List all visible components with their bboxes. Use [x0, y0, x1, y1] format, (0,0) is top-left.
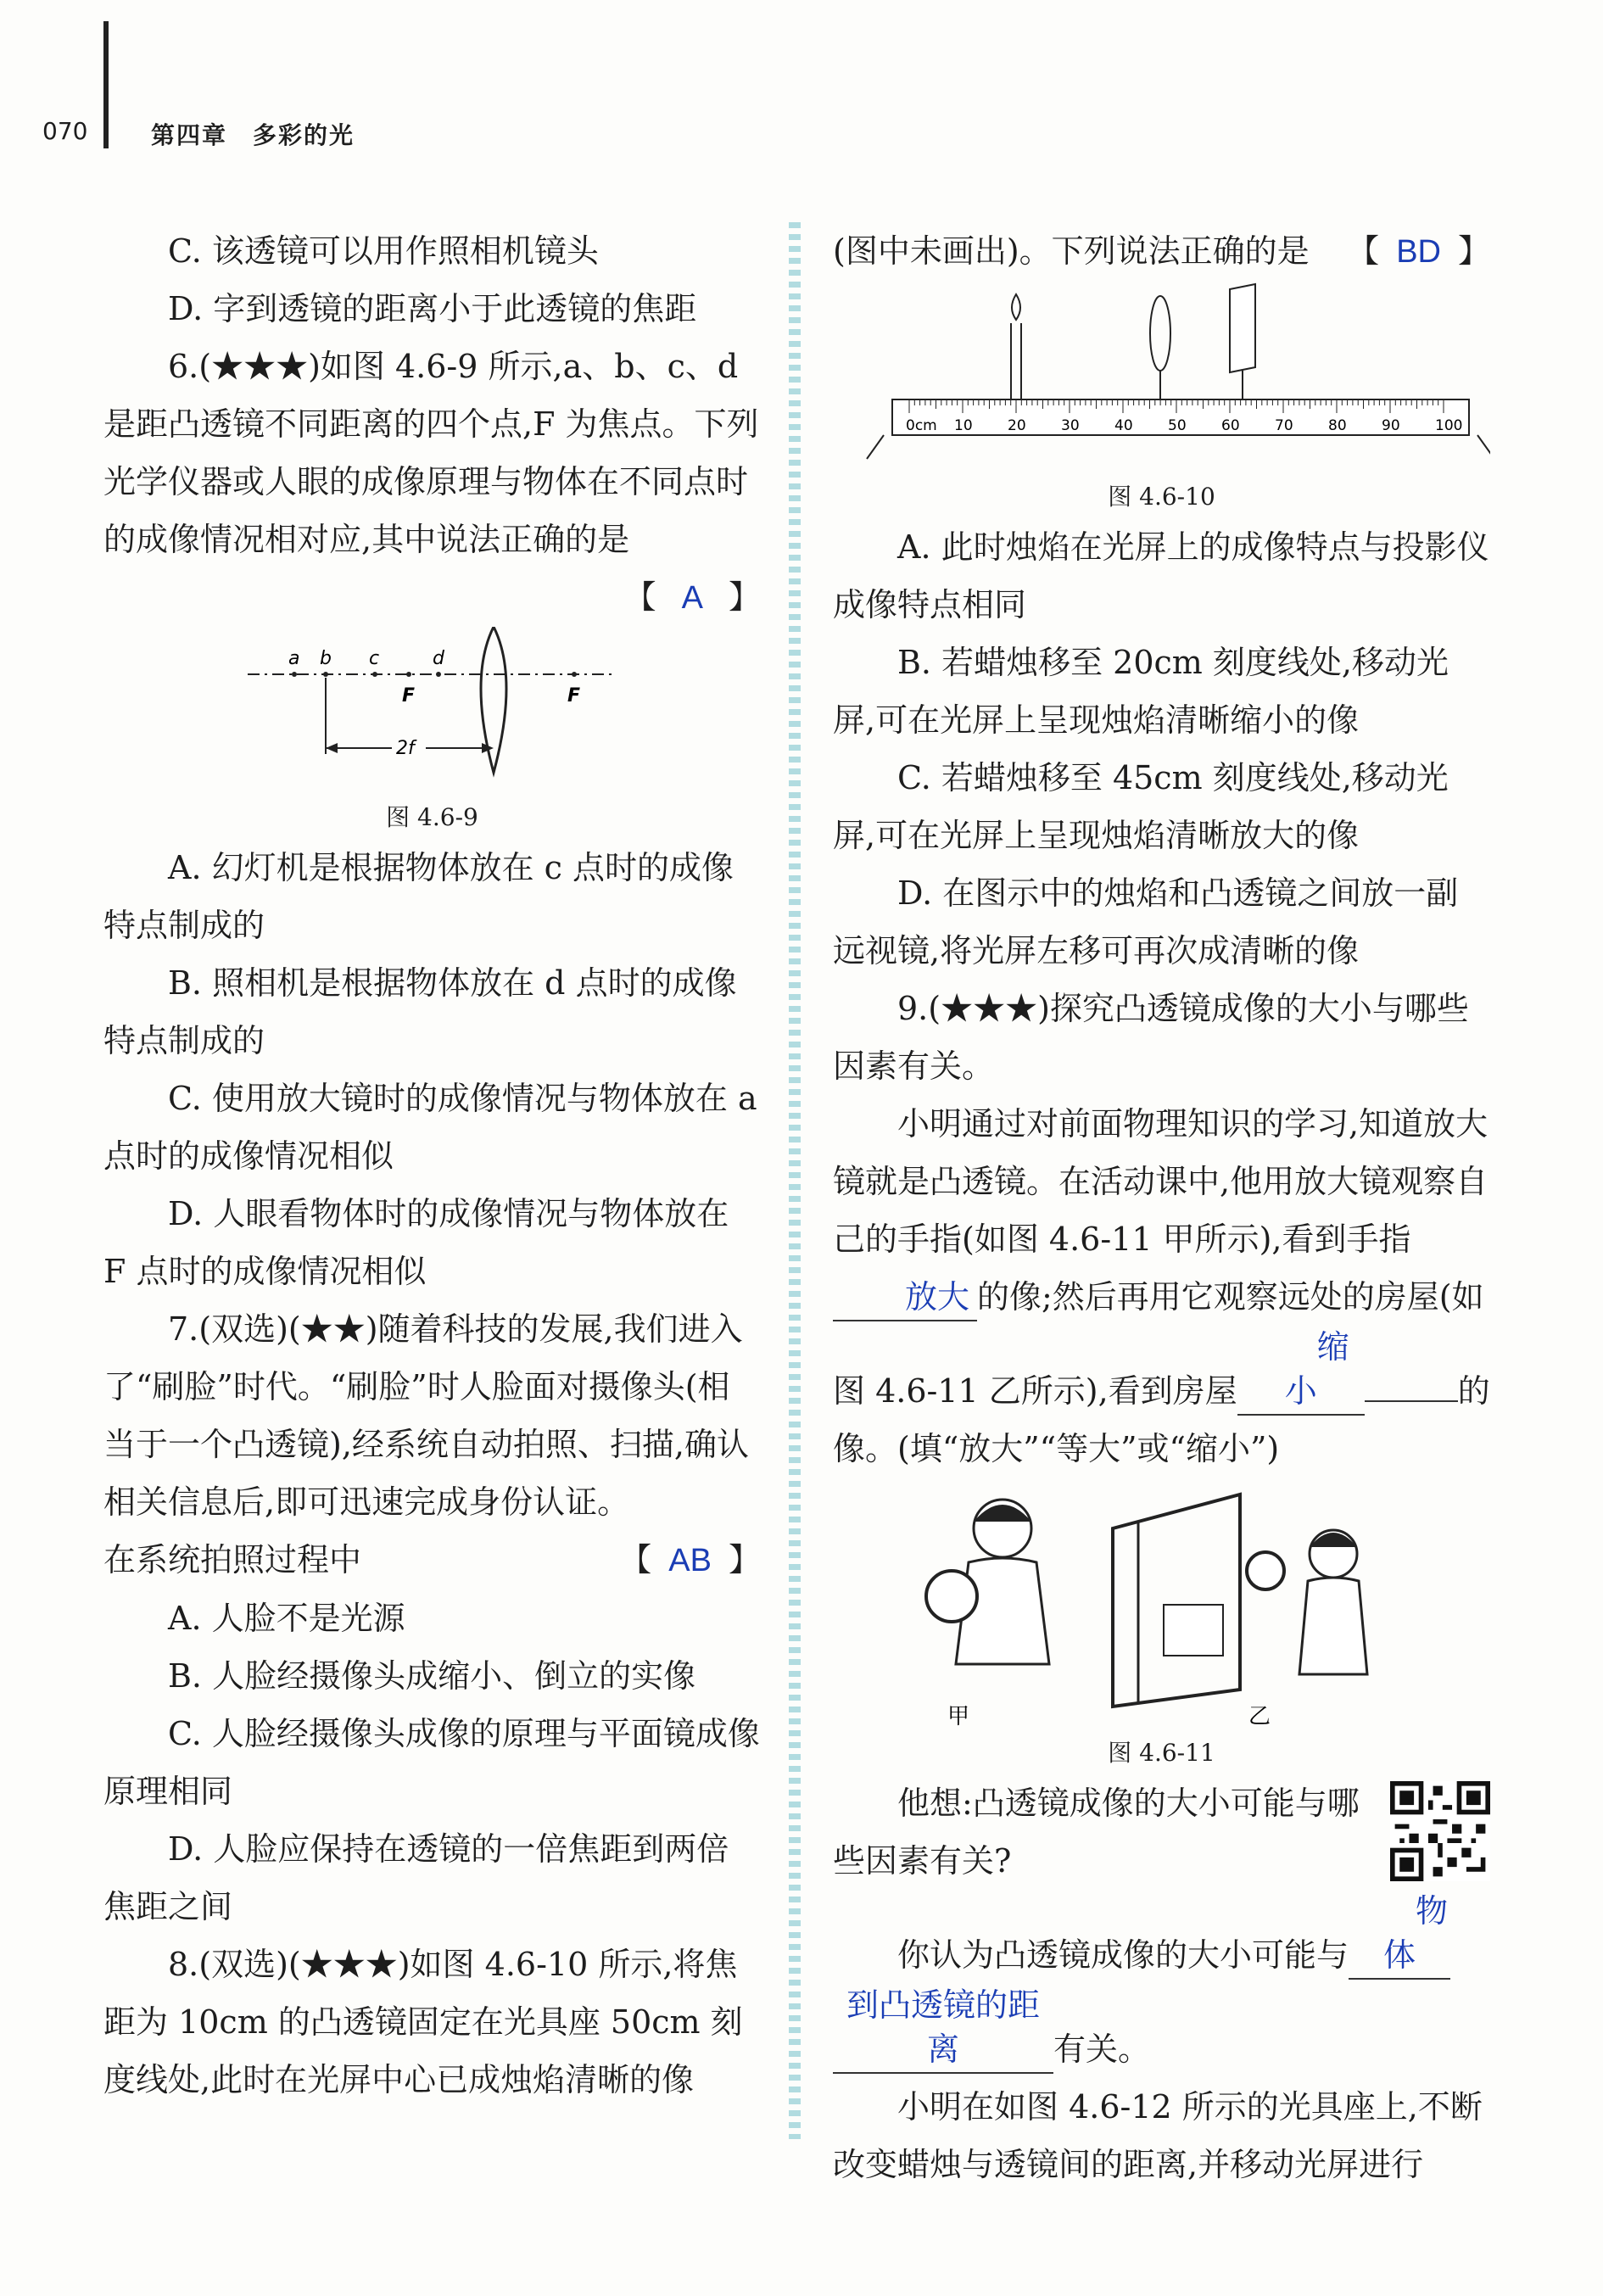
q9-paragraph-3-cont — [833, 1984, 1490, 2078]
label-a: a — [288, 648, 300, 669]
q9-paragraph-4: 小明在如图 4.6-12 所示的光具座上,不断改变蜡烛与透镜间的距离,并移动光屏进行 — [833, 2088, 1483, 2183]
q7-option-a: A. 人脸不是光源 — [168, 1600, 405, 1637]
label-f-left: F — [402, 685, 416, 707]
scale-label: 40 — [1114, 417, 1133, 434]
q8-stem: 8.(双选)(★★★)如图 4.6-10 所示,将焦距为 10cm 的凸透镜固定在光具座 50cm 刻度线处,此时在光屏中心已成烛焰清晰的像 — [103, 1946, 743, 2098]
q9-blank-2: 缩小 — [1237, 1326, 1365, 1416]
point-c — [372, 672, 377, 677]
q6-answer-bracket: 【 A 】 — [623, 578, 761, 616]
figure-caption-4-6-10: 图 4.6-10 — [1108, 483, 1215, 511]
scale-label: 50 — [1168, 417, 1187, 434]
q8-stem-tail: (图中未画出)。下列说法正确的是 — [833, 232, 1310, 270]
optical-bench-diagram — [833, 281, 1490, 476]
q7-stem: 7.(双选)(★★)随着科技的发展,我们进入了“刷脸”时代。“刷脸”时人脸面对摄像头(相当于一个凸透镜),经系统自动拍照、扫描,确认相关信息后,即可迅速完成身份认证。 — [103, 1310, 749, 1521]
label-c: c — [369, 648, 380, 669]
scale-label: 10 — [954, 417, 973, 434]
q9-paragraph-1 — [833, 1095, 1490, 1478]
q7-stem-end — [103, 1531, 761, 1589]
magnifier-illustration — [833, 1478, 1490, 1732]
magnifier-b — [1247, 1552, 1284, 1589]
q9-stem: 9.(★★★)探究凸透镜成像的大小与哪些因素有关。 — [833, 990, 1469, 1085]
q9-paragraph-3 — [833, 1890, 1490, 1984]
q6-option-d: D. 人眼看物体时的成像情况与物体放在 F 点时的成像情况相似 — [103, 1195, 729, 1290]
q9-blank-2-ext — [1365, 1400, 1458, 1402]
q7-option-c: C. 人脸经摄像头成像的原理与平面镜成像原理相同 — [103, 1715, 760, 1810]
page-number: 070 — [42, 117, 88, 145]
scale-label: 90 — [1382, 417, 1400, 434]
bench-leg-right — [1477, 435, 1490, 459]
q9-blank-1: 放大 — [833, 1276, 977, 1321]
q9-p1-part-a: 小明通过对前面物理知识的学习,知道放大镜就是凸透镜。在活动课中,他用放大镜观察自己的手指(如图 4.6-11 甲所示),看到手指 — [833, 1105, 1488, 1258]
fig11-label-left: 甲 — [947, 1704, 970, 1729]
q9-blank-3a: 物体 — [1349, 1890, 1450, 1980]
point-d — [436, 672, 441, 677]
right-column — [833, 222, 1490, 2193]
q8-option-b: B. 若蜡烛移至 20cm 刻度线处,移动光屏,可在光屏上呈现烛焰清晰缩小的像 — [833, 644, 1449, 739]
q7-answer-bracket: 【 AB 】 — [619, 1541, 761, 1578]
q9-paragraph-2: 他想:凸透镜成像的大小可能与哪些因素有关? — [833, 1785, 1360, 1880]
q6-stem: 6.(★★★)如图 4.6-9 所示,a、b、c、d 是距凸透镜不同距离的四个点,F 为焦点。下列光学仪器或人眼的成像原理与物体在不同点时的成像情况相对应,其中说法正确的是 — [103, 348, 759, 558]
figure-4-6-9 — [103, 627, 761, 796]
q8-option-a: A. 此时烛焰在光屏上的成像特点与投影仪成像特点相同 — [833, 528, 1489, 623]
point-f-left — [406, 672, 411, 677]
q7-option-b: B. 人脸经摄像头成缩小、倒立的实像 — [168, 1657, 696, 1695]
q7-answer: AB — [668, 1543, 712, 1578]
header-rule — [103, 21, 109, 148]
boy-b-hair — [1310, 1533, 1357, 1547]
scale-label: 0cm — [906, 417, 937, 434]
window-frame — [1113, 1494, 1240, 1707]
scale-label: 30 — [1061, 417, 1080, 434]
magnifier-a — [926, 1571, 977, 1622]
chapter-title: 第四章 多彩的光 — [151, 121, 355, 149]
dim-arrow-left — [326, 743, 338, 753]
q9-p1-part-b: 的像;然后再用它观察远处的房屋(如图 4.6-11 乙所示),看到房屋 — [833, 1278, 1484, 1410]
q9-blank-3b: 到凸透镜的距离 — [833, 1984, 1053, 2074]
q8-answer-bracket: 【 BD 】 — [1347, 232, 1490, 270]
point-a — [292, 672, 297, 677]
point-f-right — [572, 672, 577, 677]
bench-leg-left — [867, 435, 884, 459]
qr-code[interactable] — [1390, 1781, 1490, 1881]
q7-option-d: D. 人脸应保持在透镜的一倍焦距到两倍焦距之间 — [103, 1830, 729, 1925]
figure-caption-4-6-11: 图 4.6-11 — [1108, 1739, 1215, 1767]
q7-stem-tail: 在系统拍照过程中 — [103, 1541, 362, 1578]
distant-house — [1164, 1605, 1223, 1656]
q5-option-c: C. 该透镜可以用作照相机镜头 — [168, 232, 599, 270]
q6-option-c: C. 使用放大镜时的成像情况与物体放在 a 点时的成像情况相似 — [103, 1080, 757, 1175]
q8-option-c: C. 若蜡烛移至 45cm 刻度线处,移动光屏,可在光屏上呈现烛焰清晰放大的像 — [833, 759, 1449, 854]
point-b — [323, 672, 328, 677]
label-d: d — [433, 648, 444, 669]
scale-label: 100 — [1435, 417, 1463, 434]
scale-label: 80 — [1328, 417, 1347, 434]
q8-answer: BD — [1396, 234, 1441, 270]
q6-answer: A — [681, 580, 703, 616]
label-b: b — [320, 648, 332, 669]
label-f-right: F — [567, 685, 581, 707]
q6-option-a: A. 幻灯机是根据物体放在 c 点时的成像特点制成的 — [103, 849, 734, 944]
q8-stem-end — [833, 222, 1490, 281]
lens — [1150, 296, 1170, 371]
boy-b-body — [1299, 1578, 1367, 1674]
q9-p3-part-a: 你认为凸透镜成像的大小可能与 — [897, 1936, 1349, 1974]
figure-4-6-10 — [833, 281, 1490, 476]
label-2f: 2f — [396, 738, 415, 759]
figure-4-6-11 — [833, 1478, 1490, 1732]
lens-diagram — [103, 627, 761, 796]
scale-label: 60 — [1221, 417, 1240, 434]
figure-caption-4-6-9: 图 4.6-9 — [386, 803, 478, 831]
light-screen — [1230, 284, 1255, 372]
q5-option-d: D. 字到透镜的距离小于此透镜的焦距 — [168, 290, 697, 327]
q6-option-b: B. 照相机是根据物体放在 d 点时的成像特点制成的 — [103, 964, 737, 1059]
scale-label: 20 — [1008, 417, 1026, 434]
q9-p1-part-c: 的像。(填“放大”“等大”或“缩小”) — [833, 1372, 1490, 1467]
candle-flame — [1012, 294, 1020, 320]
fig11-label-right: 乙 — [1248, 1704, 1271, 1729]
q8-option-d: D. 在图示中的烛焰和凸透镜之间放一副远视镜,将光屏左移可再次成清晰的像 — [833, 874, 1459, 969]
q9-p3-part-b: 有关。 — [1053, 2031, 1151, 2068]
scale-label: 70 — [1275, 417, 1293, 434]
column-separator — [789, 222, 801, 2139]
left-column — [103, 222, 761, 2109]
